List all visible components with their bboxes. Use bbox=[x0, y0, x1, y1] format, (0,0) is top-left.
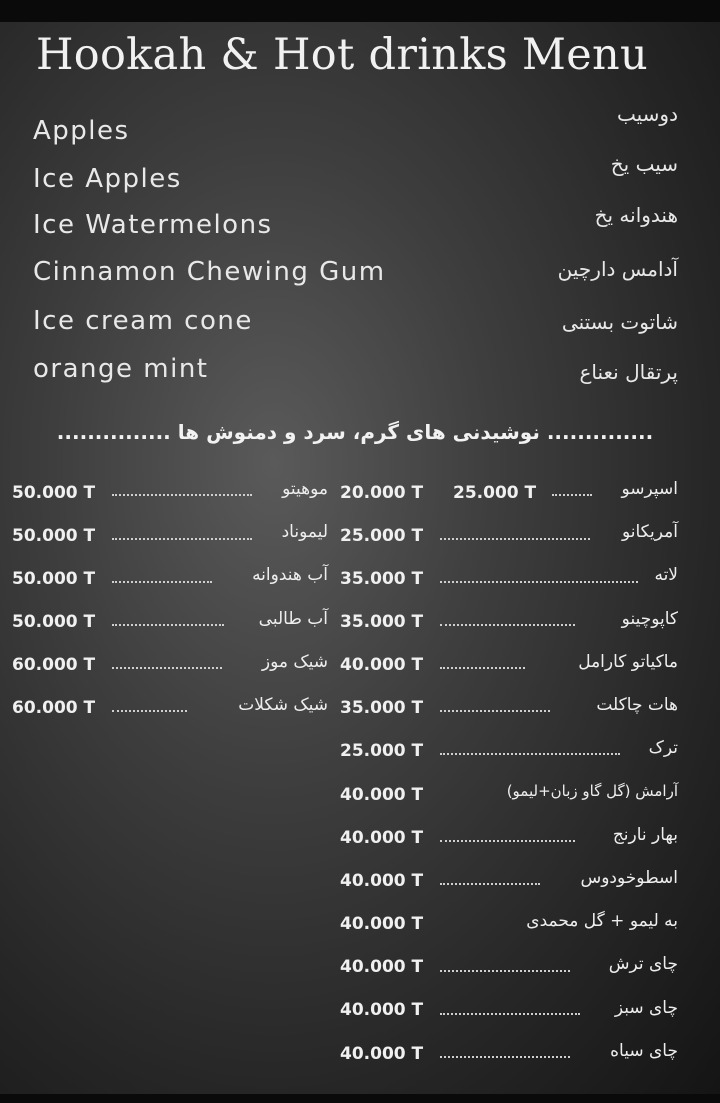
leader-dots bbox=[112, 667, 222, 669]
drink-name: آب طالبی bbox=[258, 609, 328, 629]
hookah-item-en: Ice Watermelons bbox=[33, 210, 273, 240]
drink-price: 40.000 T bbox=[340, 828, 424, 848]
drink-price: 35.000 T bbox=[340, 612, 424, 632]
drink-name: لاته bbox=[654, 565, 678, 585]
drink-price: 50.000 T bbox=[12, 612, 96, 632]
hookah-item-en: Apples bbox=[33, 116, 130, 146]
leader-dots bbox=[552, 494, 592, 496]
drink-name: اسپرسو bbox=[621, 479, 678, 499]
drink-name: هات چاکلت bbox=[596, 695, 678, 715]
hookah-item-fa: پرتقال نعناع bbox=[579, 360, 678, 384]
hookah-item-fa: آدامس دارچین bbox=[557, 257, 678, 281]
leader-dots bbox=[112, 494, 252, 496]
bottom-edge bbox=[0, 1094, 720, 1103]
drink-price: 40.000 T bbox=[340, 1044, 424, 1064]
drink-name: لیموناد bbox=[281, 522, 328, 542]
drink-price: 40.000 T bbox=[340, 957, 424, 977]
drink-name: موهیتو bbox=[282, 479, 328, 499]
leader-dots bbox=[440, 753, 620, 755]
leader-dots bbox=[440, 840, 575, 842]
drink-price: 25.000 T bbox=[453, 483, 537, 503]
drink-price: 40.000 T bbox=[340, 871, 424, 891]
leader-dots bbox=[112, 710, 187, 712]
drink-name: شیک موز bbox=[261, 652, 328, 672]
leader-dots bbox=[440, 1013, 580, 1015]
leader-dots bbox=[440, 883, 540, 885]
drink-price: 35.000 T bbox=[340, 698, 424, 718]
drink-name: چای ترش bbox=[608, 954, 678, 974]
top-edge bbox=[0, 0, 720, 22]
leader-dots bbox=[440, 1056, 570, 1058]
drink-price: 25.000 T bbox=[340, 741, 424, 761]
leader-dots bbox=[440, 624, 575, 626]
drink-name: آب هندوانه bbox=[252, 565, 328, 585]
leader-dots bbox=[440, 581, 638, 583]
drink-price: 40.000 T bbox=[340, 655, 424, 675]
drink-price: 50.000 T bbox=[12, 483, 96, 503]
hookah-item-en: orange mint bbox=[33, 354, 209, 384]
leader-dots bbox=[440, 710, 550, 712]
leader-dots bbox=[440, 667, 525, 669]
hookah-item-en: Ice cream cone bbox=[33, 306, 253, 336]
drink-name: چای سبز bbox=[614, 998, 678, 1018]
drink-name: ماکیاتو کارامل bbox=[578, 652, 678, 672]
drink-price: 40.000 T bbox=[340, 914, 424, 934]
hookah-item-fa: هندوانه یخ bbox=[594, 203, 678, 227]
drink-price: 60.000 T bbox=[12, 698, 96, 718]
drink-name: آمریکانو bbox=[621, 522, 678, 542]
drink-price: 20.000 T bbox=[340, 483, 424, 503]
drink-price: 25.000 T bbox=[340, 526, 424, 546]
hookah-item-en: Cinnamon Chewing Gum bbox=[33, 257, 386, 287]
section-title: نوشیدنی های گرم، سرد و دمنوش ها bbox=[177, 420, 540, 444]
drink-name: کاپوچینو bbox=[621, 609, 678, 629]
leader-dots bbox=[440, 538, 590, 540]
leader-dots bbox=[112, 538, 252, 540]
drink-name: اسطوخودوس bbox=[580, 868, 678, 888]
hookah-item-en: Ice Apples bbox=[33, 164, 182, 194]
leader-dots bbox=[112, 581, 212, 583]
drink-name: ترک bbox=[648, 738, 678, 758]
hookah-item-fa: شاتوت بستنی bbox=[561, 310, 678, 334]
drink-price: 50.000 T bbox=[12, 569, 96, 589]
drink-price: 60.000 T bbox=[12, 655, 96, 675]
drinks-section-heading bbox=[30, 420, 680, 444]
menu-title: Hookah & Hot drinks Menu bbox=[36, 30, 648, 80]
drink-price: 40.000 T bbox=[340, 785, 424, 805]
leader-dots bbox=[112, 624, 224, 626]
drink-name: به لیمو + گل محمدی bbox=[526, 911, 678, 931]
hookah-item-fa: سیب یخ bbox=[610, 152, 678, 176]
drink-name: چای سیاه bbox=[610, 1041, 678, 1061]
section-dots-right: .............. bbox=[546, 420, 654, 444]
drink-name: بهار نارنج bbox=[612, 825, 678, 845]
leader-dots bbox=[440, 970, 570, 972]
hookah-item-fa: دوسیب bbox=[617, 102, 678, 126]
drink-price: 35.000 T bbox=[340, 569, 424, 589]
section-dots-left: ............... bbox=[56, 420, 171, 444]
drink-name: شیک شکلات bbox=[238, 695, 328, 715]
drink-price: 50.000 T bbox=[12, 526, 96, 546]
drink-price: 40.000 T bbox=[340, 1000, 424, 1020]
drink-name: آرامش (گل گاو زبان+لیمو) bbox=[506, 782, 678, 800]
